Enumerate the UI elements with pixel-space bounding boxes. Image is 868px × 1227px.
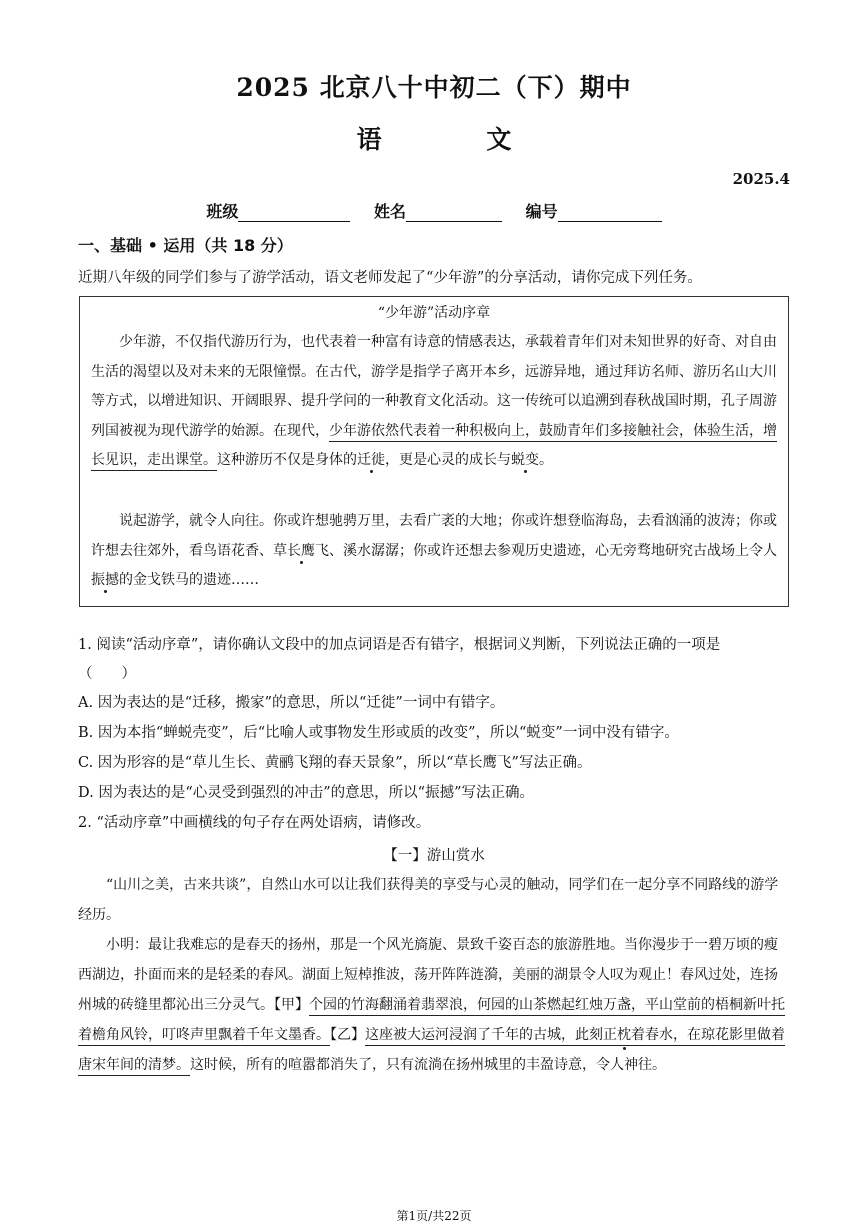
dotted-word-qianxi: 迁徙 — [357, 452, 385, 468]
section-heading: 一、基础 • 运用（共 18 分） — [78, 236, 293, 255]
section-intro: 近期八年级的同学们参与了游学活动，语文老师发起了“少年游”的分享活动，请你完成下列任务。 — [78, 270, 702, 286]
option-a[interactable]: A. 因为表达的是“迁移，搬家”的意思，所以“迁徙”一词中有错字。 — [78, 695, 505, 711]
name-blank[interactable] — [406, 203, 502, 222]
dotted-word-tuibian: 蜕变 — [511, 452, 539, 468]
marker-yi: 【乙】 — [330, 1027, 365, 1043]
underlined-yi-a: 这座被大运河浸润了千年的古城，此刻正 — [365, 1027, 617, 1046]
option-b[interactable]: B. 因为本指“蝉蜕壳变”，后“比喻人或事物发生形或质的改变”，所以“蜕变”一词中没有错字。 — [78, 725, 679, 741]
part-1-p2-text: 小明：最让我难忘的是春天的扬州，那是一个风光旖旎、景致千姿百态的旅游胜地。当你漫步于一碧万顷的瘦西湖边，扑面而来的是轻柔的春风。湖面上短棹推波，荡开阵阵涟漪，美丽的湖景令人叹为观止！春风过处，连扬州城的砖缝里都沁出三分灵气。【甲】 — [78, 937, 778, 1013]
number-label: 编号 — [525, 202, 558, 221]
student-info-line — [0, 199, 868, 222]
class-label: 班级 — [206, 202, 239, 221]
dotted-word-zhen: 枕 — [617, 1027, 631, 1046]
part-1-heading: 【一】游山赏水 — [383, 848, 485, 864]
answer-paren[interactable]: （ ） — [78, 666, 136, 682]
part-1-paragraph-2 — [78, 930, 790, 1080]
page-number: 第1页/共22页 — [396, 1209, 472, 1223]
preface-p1-text-c: ，更是心灵的成长与 — [385, 452, 511, 468]
preface-p2-text-c: 的金戈铁马的遗迹…… — [119, 572, 259, 588]
preface-p1-text-b: 这种游历不仅是身体的 — [217, 452, 357, 468]
preface-p2-text: 说起游学，就令人向往。你或许想驰骋万里，去看广袤的大地；你或许想登临海岛，去看汹涌的波涛；你或许想去往郊外，看鸟语花香、 — [91, 513, 777, 559]
dotted-word-zhenhan: 振撼 — [91, 572, 119, 588]
question-2-stem: 2. “活动序章”中画横线的句子存在两处语病，请修改。 — [78, 815, 431, 831]
preface-p1-text-d: 。 — [539, 452, 553, 468]
name-field[interactable] — [374, 199, 502, 222]
underlined-sentence: 少年游依然代表着一种积极向上，鼓励青年们多接触社会，体验生活，增长见识，走出课堂。 — [91, 423, 777, 472]
preface-title: “少年游”活动序章 — [377, 305, 491, 321]
question-1-text: 1. 阅读“活动序章”，请你确认文段中的加点词语是否有错字，根据词义判断，下列说法正确的一项是 — [78, 637, 721, 653]
part-1-paragraph-1: “山川之美，古来共谈”，自然山水可以让我们获得美的享受与心灵的触动，同学们在一起分享不同路线的游学经历。 — [78, 877, 779, 923]
subject-title: 语 文 — [356, 125, 560, 154]
name-label: 姓名 — [373, 202, 406, 221]
part-1-p2-text-c: 这时候，所有的喧嚣都消失了，只有流淌在扬州城里的丰盈诗意，令人神往。 — [190, 1057, 666, 1073]
class-field[interactable] — [206, 199, 350, 222]
dotted-word-caozhangyingfei: 草长鹰飞 — [273, 542, 329, 559]
question-1-stem — [78, 631, 790, 689]
exam-date: 2025.4 — [732, 170, 790, 188]
number-blank[interactable] — [558, 203, 662, 222]
preface-p2-text-b: 、溪水潺潺；你或许还想去参观历史遗迹，心无旁骛地研究古战场上令人 — [329, 542, 777, 559]
number-field[interactable] — [526, 199, 662, 222]
preface-paragraph-1 — [91, 328, 777, 476]
preface-p1-text: 少年游，不仅指代游历行为，也代表着一种富有诗意的情感表达，承载着青年们对未知世界的好奇、对自由生活的渴望以及对未来的无限憧憬。在古代，游学是指学子离开本乡，远游异地，通过拜访名师、游历名山大川等方式，以增进知识、开阔眼界、提升学问的一种教育文化活动。这一传统可以追溯到春秋战国时期，孔子周游列国被视为现代游学的始源。在现代， — [91, 334, 777, 439]
underlined-yi-c: 在琼花影里做着唐宋年间的清梦。 — [78, 1027, 785, 1076]
class-blank[interactable] — [238, 203, 350, 222]
option-d[interactable]: D. 因为表达的是“心灵受到强烈的冲击”的意思，所以“振撼”写法正确。 — [78, 785, 534, 801]
underlined-jia: 个园的竹海翻涌着翡翠浪，何园的山茶燃起红烛万盏，平山堂前的梧桐新叶托着檐角风铃，叮咚声里飘着千年文墨香。 — [78, 997, 785, 1046]
option-c[interactable]: C. 因为形容的是“草儿生长、黄鹂飞翔的春天景象”，所以“草长鹰飞”写法正确。 — [78, 755, 592, 771]
underlined-yi-b: 着春水， — [631, 1027, 687, 1046]
exam-title: 2025 北京八十中初二（下）期中 — [236, 73, 632, 102]
preface-paragraph-2 — [91, 507, 777, 596]
preface-box — [79, 296, 789, 607]
